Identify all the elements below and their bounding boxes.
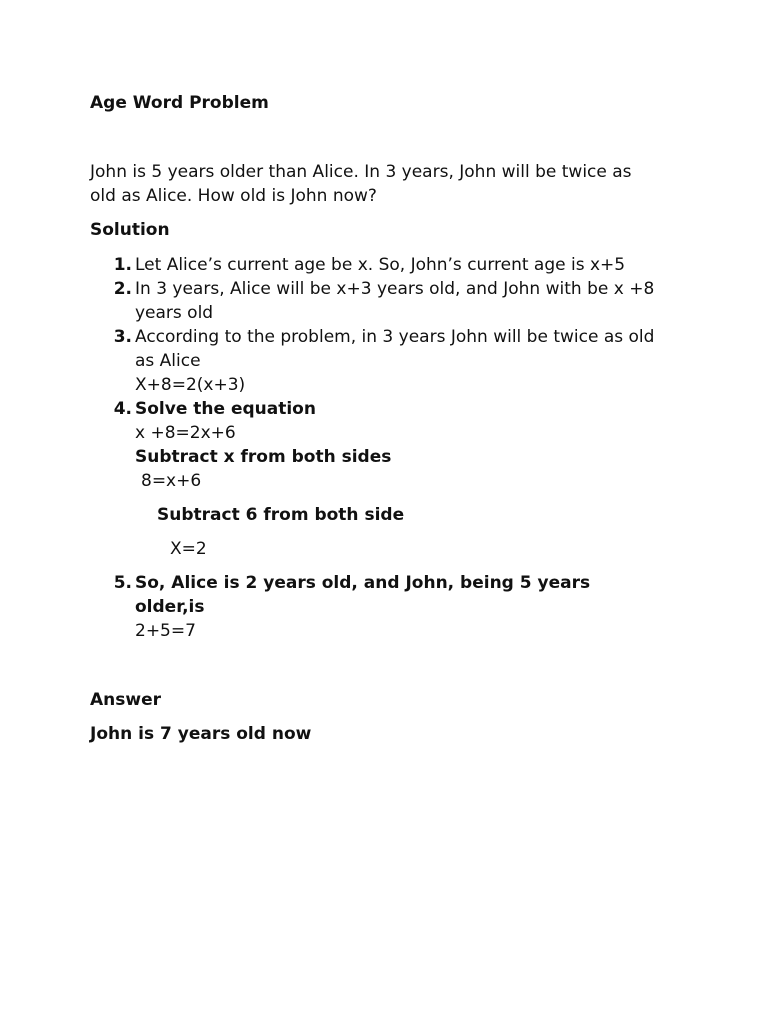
- step-line: So, Alice is 2 years old, and John, being 5 years: [135, 573, 591, 593]
- problem-statement: [90, 160, 690, 208]
- equation: X=2: [170, 539, 207, 559]
- step-number: 2.: [113, 279, 132, 299]
- step-body: [135, 253, 690, 277]
- step-2: [90, 277, 690, 325]
- step-body: [135, 397, 690, 561]
- step-4: [90, 397, 690, 561]
- equation: x +8=2x+6: [135, 423, 236, 443]
- answer-heading: Answer: [90, 690, 161, 710]
- step-number: 5.: [113, 573, 132, 593]
- step-line: years old: [135, 303, 214, 323]
- step-body: [135, 277, 690, 325]
- step-line: Let Alice’s current age be x. So, John’s current age is x+5: [135, 255, 626, 275]
- step-number: 4.: [113, 399, 132, 419]
- step-3: [90, 325, 690, 397]
- step-instruction: Subtract x from both sides: [135, 447, 392, 467]
- step-body: [135, 325, 690, 397]
- step-instruction: Subtract 6 from both side: [157, 505, 405, 525]
- problem-line: John is 5 years older than Alice. In 3 years, John will be twice as: [90, 162, 632, 182]
- problem-line: old as Alice. How old is John now?: [90, 186, 377, 206]
- equation: 2+5=7: [135, 621, 196, 641]
- step-number: 3.: [113, 327, 132, 347]
- step-line: According to the problem, in 3 years John will be twice as old: [135, 327, 655, 347]
- step-5: [90, 571, 690, 643]
- equation: X+8=2(x+3): [135, 375, 246, 395]
- step-line: older,is: [135, 597, 205, 617]
- solution-steps: [90, 253, 690, 643]
- answer-text: John is 7 years old now: [90, 724, 312, 744]
- step-1: [90, 253, 690, 277]
- page-title: Age Word Problem: [90, 93, 269, 113]
- step-line: In 3 years, Alice will be x+3 years old, and John with be x +8: [135, 279, 655, 299]
- step-body: [135, 571, 690, 643]
- step-heading: Solve the equation: [135, 399, 316, 419]
- step-line: as Alice: [135, 351, 201, 371]
- step-number: 1.: [113, 255, 132, 275]
- document-page: [90, 91, 690, 746]
- equation: 8=x+6: [141, 471, 202, 491]
- solution-heading: Solution: [90, 220, 170, 240]
